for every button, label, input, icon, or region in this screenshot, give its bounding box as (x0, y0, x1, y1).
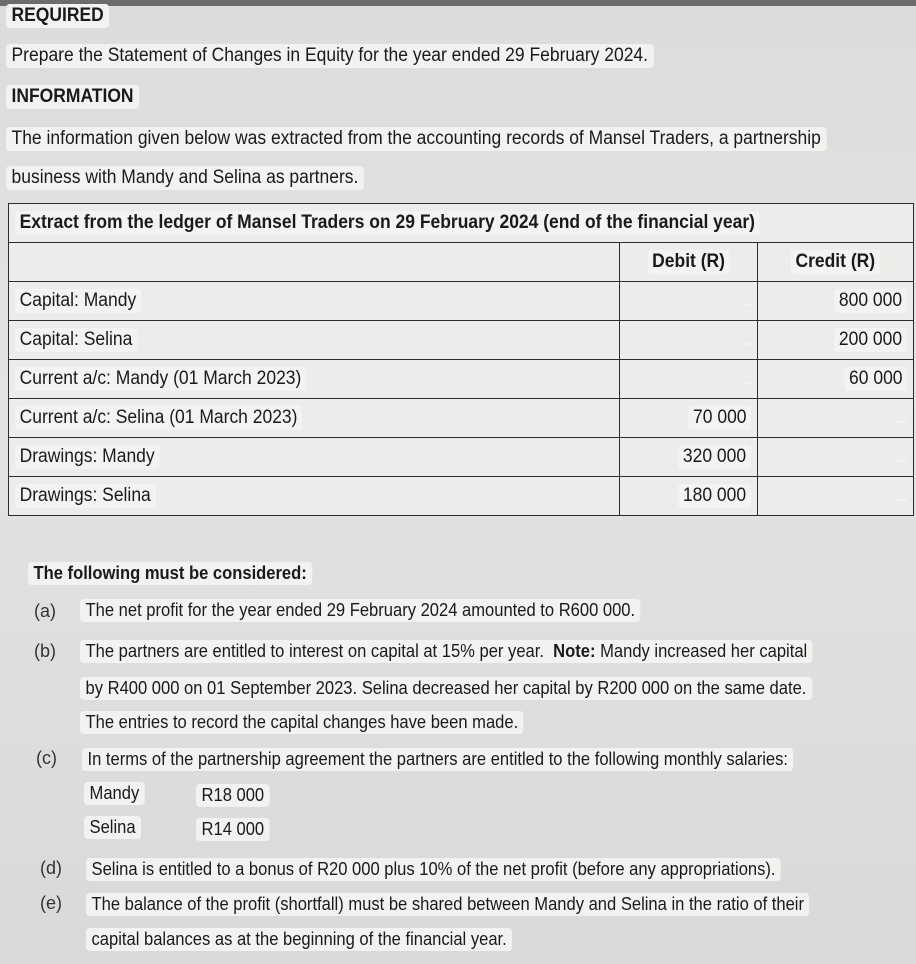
salary-amount-selina: R14 000 (196, 818, 270, 841)
item-e-line-1: The balance of the profit (shortfall) must be shared between Mandy and Selina in the ratio of their (86, 893, 810, 916)
item-a-text: The net profit for the year ended 29 February 2024 amounted to R600 000. (80, 599, 641, 622)
debit-value (620, 360, 758, 399)
considered-heading: The following must be considered: (28, 562, 312, 585)
debit-value: 180 000 (620, 477, 758, 516)
account-name: Drawings: Mandy (9, 438, 620, 477)
account-name: Capital: Mandy (9, 282, 620, 321)
item-b-line-1: The partners are entitled to interest on capital at 15% per year. Note: Mandy increased her capital (80, 640, 813, 663)
account-name: Current a/c: Mandy (01 March 2023) (9, 360, 620, 399)
credit-value: 800 000 (758, 282, 914, 321)
item-b-line-2: by R400 000 on 01 September 2023. Selina decreased her capital by R200 000 on the same date. (80, 677, 812, 700)
information-heading: INFORMATION (6, 85, 139, 109)
item-c-text: In terms of the partnership agreement the partners are entitled to the following monthly salaries: (82, 748, 794, 771)
debit-value (620, 321, 758, 360)
table-row (9, 399, 914, 438)
required-instruction: Prepare the Statement of Changes in Equity for the year ended 29 February 2024. (6, 44, 654, 68)
table-row (9, 321, 914, 360)
table-row (9, 282, 914, 321)
information-line-2: business with Mandy and Selina as partners. (6, 166, 364, 190)
ledger-table (8, 203, 914, 516)
credit-value: 60 000 (758, 360, 914, 399)
debit-value (620, 282, 758, 321)
item-d-label: (d) (40, 858, 62, 878)
item-b-line-3: The entries to record the capital changes have been made. (80, 711, 524, 734)
ledger-title-row (9, 204, 914, 243)
top-edge (0, 0, 916, 6)
item-e-label: (e) (40, 893, 62, 913)
item-a-label: (a) (34, 601, 56, 621)
table-row (9, 360, 914, 399)
debit-value: 320 000 (620, 438, 758, 477)
ledger-header-blank (9, 243, 620, 282)
item-d-text: Selina is entitled to a bonus of R20 000 plus 10% of the net profit (before any appropriations). (86, 858, 781, 881)
credit-value (758, 399, 914, 438)
information-line-1: The information given below was extracted from the accounting records of Mansel Traders, a partnership (6, 127, 826, 151)
ledger-header-row (9, 243, 914, 282)
salary-name-mandy: Mandy (84, 782, 145, 805)
item-b-label: (b) (34, 641, 56, 661)
table-row (9, 438, 914, 477)
item-c-label: (c) (36, 748, 57, 768)
credit-value: 200 000 (758, 321, 914, 360)
required-heading: REQUIRED (6, 4, 109, 28)
salary-amount-mandy: R18 000 (196, 784, 270, 807)
item-e-line-2: capital balances as at the beginning of the financial year. (86, 928, 512, 951)
account-name: Capital: Selina (9, 321, 620, 360)
credit-value (758, 438, 914, 477)
salary-name-selina: Selina (84, 816, 141, 839)
ledger-title: Extract from the ledger of Mansel Traders on 29 February 2024 (end of the financial year) (9, 204, 914, 243)
account-name: Drawings: Selina (9, 477, 620, 516)
account-name: Current a/c: Selina (01 March 2023) (9, 399, 620, 438)
debit-header: Debit (R) (620, 243, 758, 282)
debit-value: 70 000 (620, 399, 758, 438)
credit-value (758, 477, 914, 516)
credit-header: Credit (R) (758, 243, 914, 282)
table-row (9, 477, 914, 516)
